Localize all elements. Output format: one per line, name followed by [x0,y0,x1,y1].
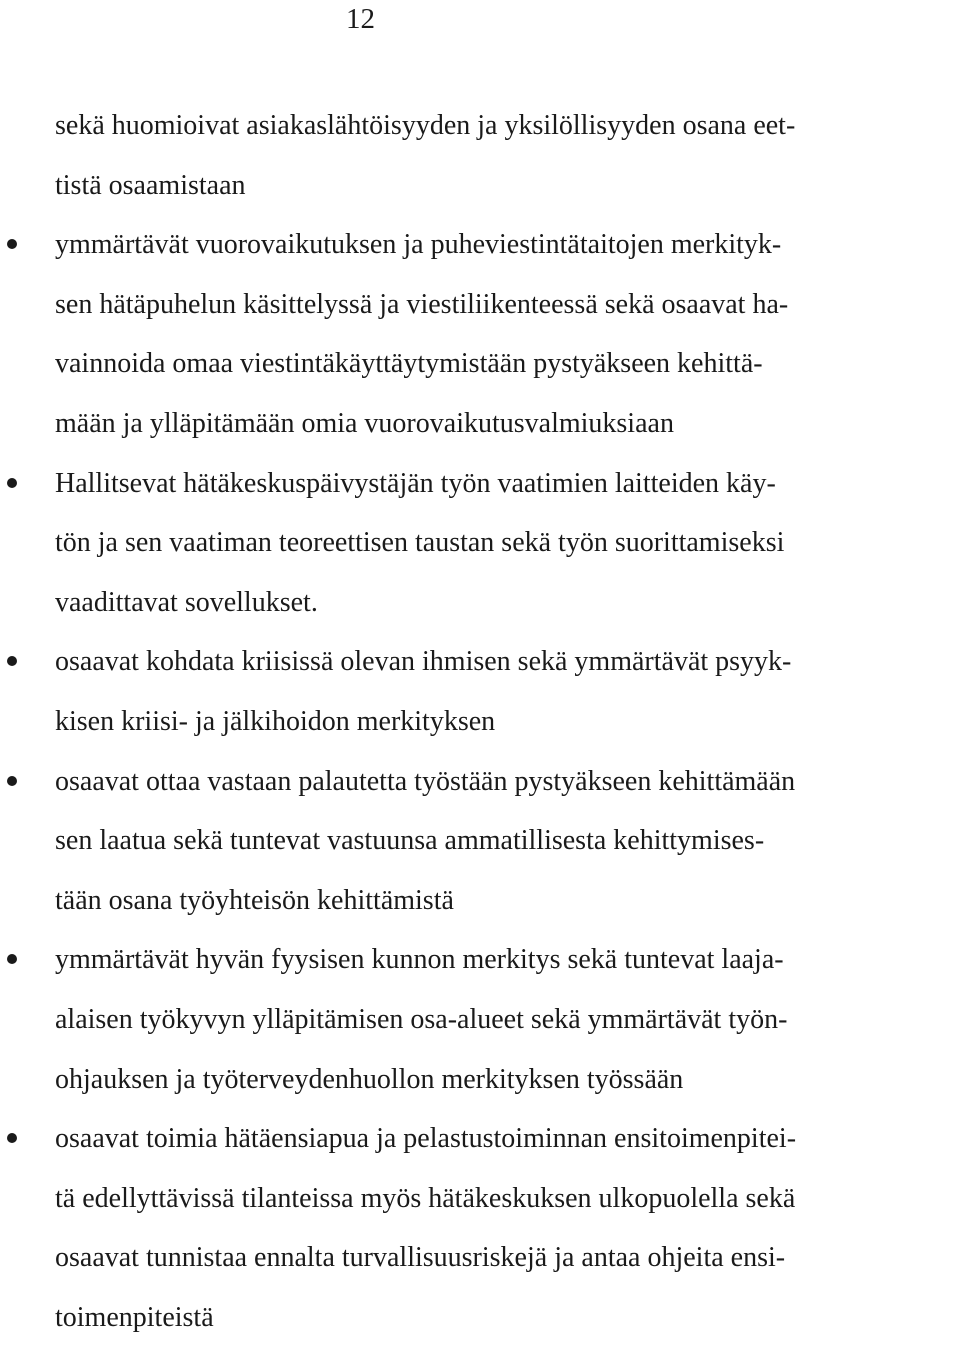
list-item [0,752,945,931]
text-line: osaavat toimia hätäensiapua ja pelastustoiminnan ensitoimenpitei- [55,1123,797,1155]
bullet-icon [7,954,17,964]
bullet-icon [7,656,17,666]
list-item-continuation [0,96,945,215]
text-line: alaisen työkyvyn ylläpitämisen osa-alueet sekä ymmärtävät työn- [55,1003,788,1035]
bullet-icon [7,776,17,786]
text-line: ymmärtävät vuorovaikutuksen ja puheviestintätaitojen merkityk- [55,229,782,261]
text-line: toimenpiteistä [55,1301,214,1333]
bullet-icon [7,1133,17,1143]
text-line: tään osana työyhteisön kehittämistä [55,884,454,916]
text-line: osaavat kohdata kriisissä olevan ihmisen sekä ymmärtävät psyyk- [55,646,792,678]
list-item [0,1109,945,1347]
text-line: kisen kriisi- ja jälkihoidon merkityksen [55,705,496,737]
text-line: ymmärtävät hyvän fyysisen kunnon merkitys sekä tuntevat laaja- [55,944,784,976]
text-line: sekä huomioivat asiakaslähtöisyyden ja yksilöllisyyden osana eet- [55,110,796,141]
text-line: vainnoida omaa viestintäkäyttäytymistään pystyäkseen kehittä- [55,348,763,380]
text-line: sen hätäpuhelun käsittelyssä ja viestiliikenteessä sekä osaavat ha- [55,288,789,320]
bullet-icon [7,239,17,249]
text-line: osaavat tunnistaa ennalta turvallisuusriskejä ja antaa ohjeita ensi- [55,1242,786,1274]
text-line: tön ja sen vaatiman teoreettisen taustan sekä työn suorittamiseksi [55,527,785,559]
text-line: osaavat ottaa vastaan palautetta työstään pystyäkseen kehittämään [55,765,796,797]
text-line: mään ja ylläpitämään omia vuorovaikutusvalmiuksiaan [55,407,674,439]
text-line: tä edellyttävissä tilanteissa myös hätäkeskuksen ulkopuolella sekä [55,1182,796,1214]
page-number: 12 [346,3,375,35]
text-line: ohjauksen ja työterveydenhuollon merkityksen työssään [55,1063,684,1095]
list-item [0,930,945,1109]
bullet-icon [7,478,17,488]
list-item [0,632,945,751]
text-line: vaadittavat sovellukset. [55,586,318,618]
text-line: Hallitsevat hätäkeskuspäivystäjän työn vaatimien laitteiden käy- [55,467,776,499]
bullet-list [0,96,960,1347]
list-item [0,454,945,633]
list-item [0,215,945,453]
text-line: sen laatua sekä tuntevat vastuunsa ammatillisesta kehittymises- [55,825,765,857]
text-line: tistä osaamistaan [55,169,246,201]
